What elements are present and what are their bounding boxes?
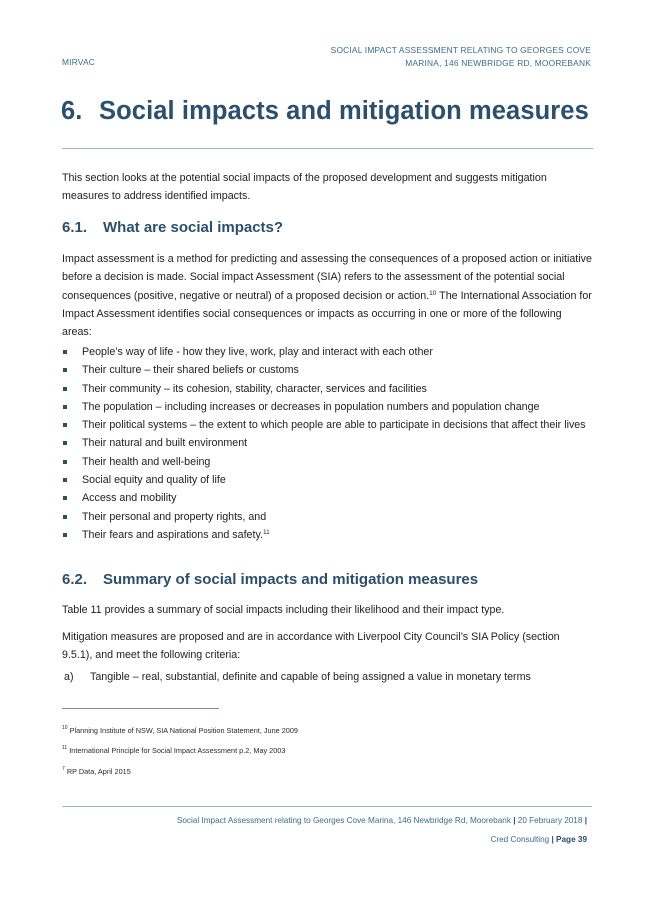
page-title-number: 6.	[61, 97, 83, 125]
criteria-item-label: a)	[64, 671, 74, 683]
footnote-number: 11	[62, 745, 68, 751]
list-item	[62, 434, 593, 452]
bullet-square-icon	[63, 368, 67, 372]
footnote-divider	[62, 708, 219, 709]
footer-separator: |	[551, 835, 554, 844]
header-company: MIRVAC	[62, 57, 95, 67]
list-item-text: People’s way of life - how they live, work, play and interact with each other	[82, 346, 433, 358]
footnote-11	[62, 746, 285, 755]
list-item-text: Their natural and built environment	[82, 437, 248, 450]
list-item-text: Access and mobility	[82, 492, 177, 505]
bullet-square-icon	[63, 496, 67, 500]
footnote-ref-11[interactable]: 11	[263, 528, 270, 536]
bullet-square-icon	[63, 387, 67, 391]
footnote-text: International Principle for Social Impact Assessment p.2, May 2003	[69, 746, 286, 755]
list-item	[62, 489, 593, 507]
intro-paragraph: This section looks at the potential social impacts of the proposed development and suggests mitigation measures to address identified impacts.	[62, 172, 547, 203]
footnote-text: Planning Institute of NSW, SIA National Position Statement, June 2009	[69, 726, 298, 735]
bullet-square-icon	[63, 460, 67, 464]
bullet-square-icon	[63, 441, 67, 445]
list-item	[62, 453, 593, 471]
list-item	[62, 380, 593, 398]
header-title-line2: MARINA, 146 NEWBRIDGE RD, MOOREBANK	[405, 57, 591, 68]
header-title	[261, 44, 591, 69]
section-6-1-number: 6.1.	[62, 219, 88, 236]
footnote-text: RP Data, April 2015	[66, 767, 131, 776]
footnote-ref-10[interactable]: 10	[429, 289, 437, 297]
criteria-item-text: Tangible – real, substantial, definite and capable of being assigned a value in monetary terms	[90, 671, 531, 683]
impact-assessment-paragraph	[62, 250, 592, 341]
section-6-2-number: 6.2.	[62, 571, 88, 588]
criteria-item-a	[62, 668, 593, 686]
footer-separator: |	[513, 816, 516, 825]
section-6-2-title: Summary of social impacts and mitigation measures	[103, 571, 479, 588]
list-item	[62, 398, 593, 416]
header-title-line1: SOCIAL IMPACT ASSESSMENT RELATING TO GEORGES COVE	[330, 45, 591, 55]
section-6-2-heading	[62, 571, 478, 588]
footnote-7	[62, 767, 131, 776]
section-6-1-heading	[62, 219, 283, 236]
list-item-text: Their fears and aspirations and safety.	[82, 528, 263, 541]
list-item-text: Their culture – their shared beliefs or customs	[82, 364, 299, 377]
list-item	[62, 471, 593, 489]
social-impact-areas-list	[62, 343, 593, 544]
bullet-square-icon	[63, 350, 67, 354]
page-title	[61, 97, 601, 126]
footer-title-text: Social Impact Assessment relating to Georges Cove Marina, 146 Newbridge Rd, Moorebank	[176, 816, 511, 825]
footer-date: 20 February 2018	[517, 816, 583, 825]
bullet-square-icon	[63, 423, 67, 427]
footnote-number: 10	[62, 725, 68, 731]
impact-paragraph-text-b: The International Association for Impact Assessment identifies social consequences or impacts as occurring in one or more of the following areas:	[62, 289, 592, 339]
list-item	[62, 343, 593, 361]
footnote-number: 7	[62, 766, 65, 772]
list-item	[62, 416, 593, 434]
impact-paragraph-text-a: Impact assessment is a method for predicting and assessing the consequences of a proposed action or initiative before a decision is made. Social impact Assessment (SIA) refers to the assessment of the potential social consequences (positive, negative or neutral) of a proposed decision or action.	[62, 253, 592, 302]
list-item-text: Their community – its cohesion, stability, character, services and facilities	[82, 382, 427, 395]
list-item	[62, 508, 593, 526]
list-item-text: Their personal and property rights, and	[82, 510, 267, 523]
list-item	[62, 526, 593, 544]
section-6-1-title: What are social impacts?	[103, 219, 284, 236]
bullet-square-icon	[63, 478, 67, 482]
title-divider	[62, 148, 593, 149]
list-item	[62, 361, 593, 379]
bullet-square-icon	[63, 515, 67, 519]
bullet-square-icon	[63, 405, 67, 409]
footer-divider	[62, 806, 592, 807]
footer-page-info	[490, 835, 587, 844]
footnote-10	[62, 726, 298, 735]
footer-company: Cred Consulting	[490, 835, 550, 844]
list-item-text: Their political systems – the extent to which people are able to participate in decisions that affect their lives	[82, 419, 586, 432]
page-title-text: Social impacts and mitigation measures	[99, 97, 589, 125]
list-item-text: Their health and well-being	[82, 455, 211, 468]
list-item-text: The population – including increases or decreases in population numbers and population change	[82, 400, 540, 413]
page-number: Page 39	[556, 835, 587, 844]
footer-separator: |	[584, 816, 587, 825]
mitigation-paragraph: Mitigation measures are proposed and are in accordance with Liverpool City Council’s SIA Policy (section 9.5.1), and meet the following criteria:	[62, 631, 560, 662]
footer-document-title	[177, 816, 587, 825]
bullet-square-icon	[63, 533, 67, 537]
list-item-text: Social equity and quality of life	[82, 474, 226, 487]
table-summary-paragraph: Table 11 provides a summary of social impacts including their likelihood and their impact type.	[62, 604, 505, 616]
